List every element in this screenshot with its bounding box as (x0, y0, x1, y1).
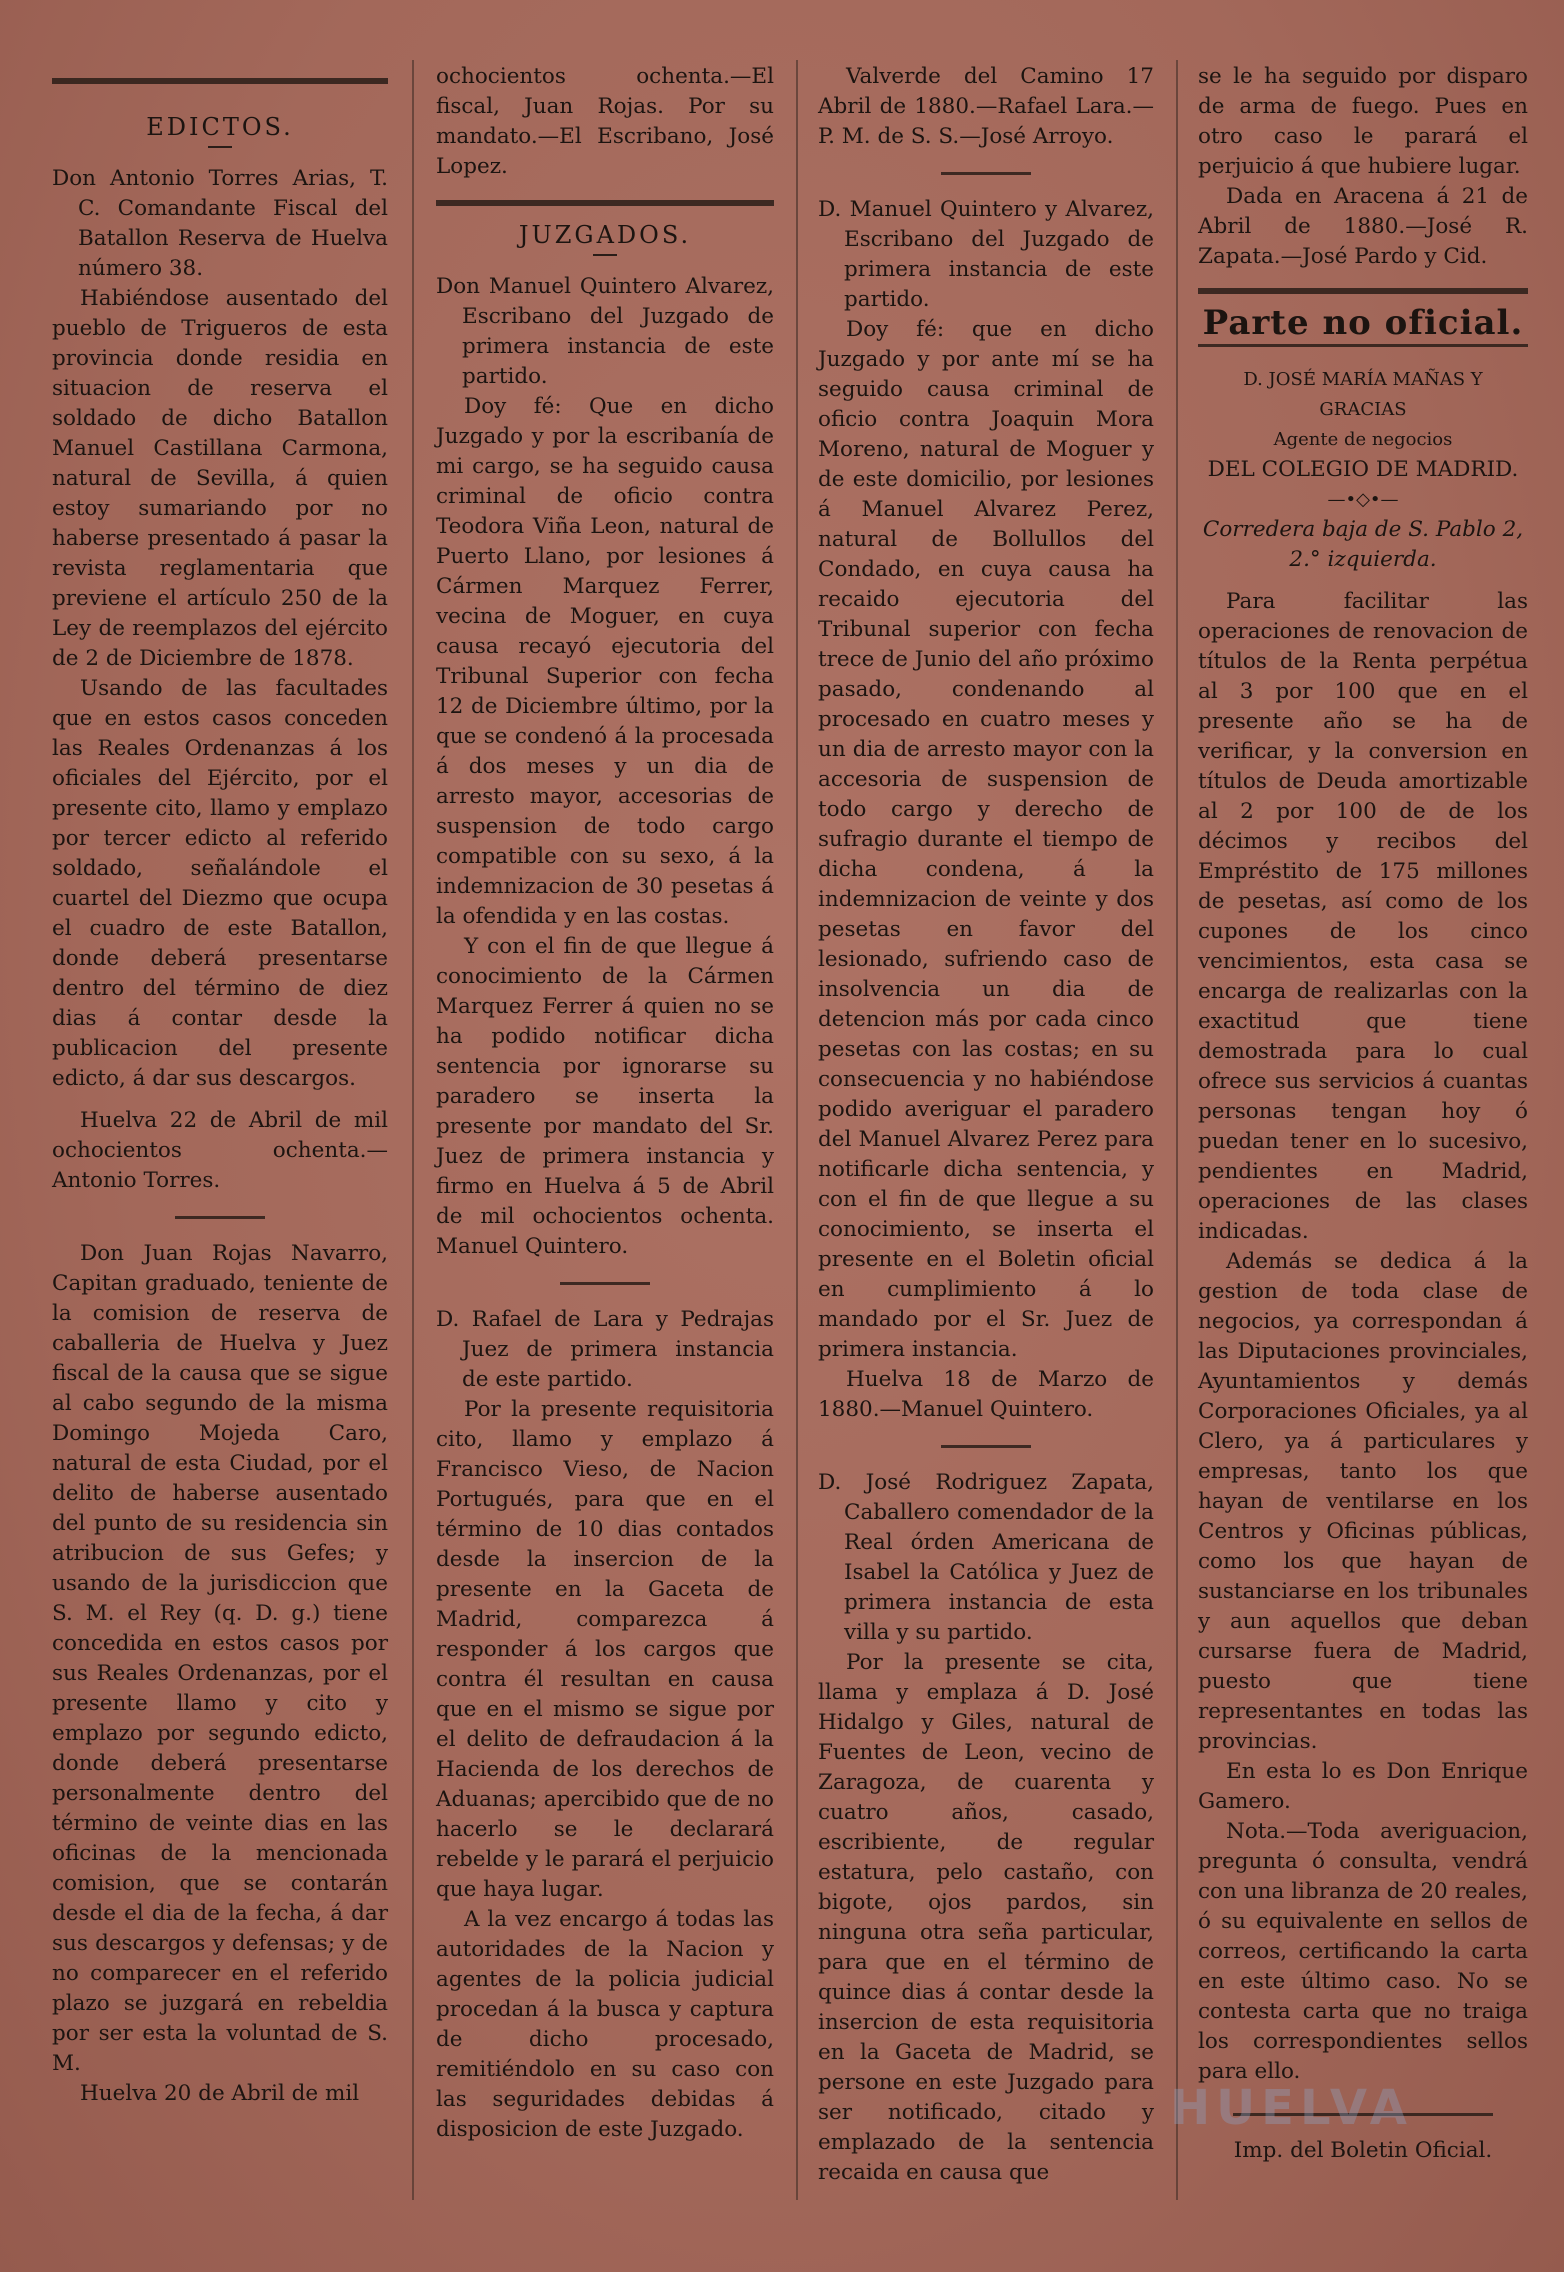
juzgado-signature: Huelva 18 de Marzo de 1880.—Manuel Quintero. (818, 1367, 1154, 1422)
continued-text: ochocientos ochenta.—El fiscal, Juan Rojas. Por su mandato.—El Escribano, José Lopez. (436, 64, 774, 179)
edicto-signature: Huelva 20 de Abril de mil (80, 2081, 360, 2106)
separator (941, 1445, 1031, 1448)
juzgado-paragraph: Por la presente se cita, llama y emplaza á D. José Hidalgo y Giles, natural de Fuentes de Leon, vecino de Zaragoza, de cuarenta y cuatro años, casado, escribiente, de regular estatura, pelo castaño, con bigote, ojos pardos, sin ninguna otra seña particular, para que en el término de quince dias á contar desde la insercion de esta requisitoria en la Gaceta de Madrid, se persone en este Juzgado para ser notificado, citado y emplazado de la sentencia recaida en causa que (818, 1650, 1154, 2185)
column-divider (412, 60, 414, 2200)
agent-address: Corredera baja de S. Pablo 2, 2.° izquierda. (1202, 517, 1524, 572)
section-rule (1198, 344, 1528, 347)
juzgado-heading: Don Manuel Quintero Alvarez, Escribano del Juzgado de primera instancia de este partido. (436, 274, 774, 389)
top-rule (52, 78, 388, 84)
column-2 (436, 64, 774, 2145)
section-title-edictos: EDICTOS. (146, 113, 294, 141)
ad-paragraph: Para facilitar las operaciones de renovacion de títulos de la Renta perpétua al 3 por 100 que en el presente año se ha de verificar, y la conversion en títulos de Deuda amortizable al 2 por 100 de de los décimos y recibos del Empréstito de 175 millones de pesetas, así como de los cupones de los cinco vencimientos, esta casa se encarga de realizarlas con la exactitud que tiene demostrada para lo cual ofrece sus servicios á cuantas personas tengan hoy ó puedan tener en lo sucesivo, pendientes en Madrid, operaciones de las clases indicadas. (1198, 589, 1528, 1244)
column-4 (1198, 64, 1528, 2166)
ornament: —•◇•— (1327, 489, 1399, 510)
imprint: Imp. del Boletin Oficial. (1233, 2138, 1493, 2163)
separator (175, 1216, 265, 1219)
juzgado-paragraph: Doy fé: que en dicho Juzgado y por ante mí se ha seguido causa criminal de oficio contra Joaquin Mora Moreno, natural de Moguer y de este domicilio, por lesiones á Manuel Alvarez Perez, natural de Bollullos del Condado, en cuya causa ha recaido ejecutoria del Tribunal superior con fecha trece de Junio del año próximo pasado, condenando al procesado en cuatro meses y un dia de arresto mayor con la accesoria de suspension de todo cargo y derecho de sufragio durante el tiempo de dicha condena, á la indemnizacion de veinte y dos pesetas en favor del lesionado, sufriendo caso de insolvencia un dia de detencion más por cada cinco pesetas con las costas; en su consecuencia y no habiéndose podido averiguar el paradero del Manuel Alvarez Perez para notificarle dicha sentencia, y con el fin de que llegue a su conocimiento, se inserta el presente en el Boletin oficial en cumplimiento á lo mandado por el Sr. Juez de primera instancia. (818, 317, 1154, 1362)
column-divider (796, 60, 798, 2200)
section-rule (436, 200, 774, 206)
juzgado-heading: D. José Rodriguez Zapata, Caballero comendador de la Real órden Americana de Isabel la Católica y Juez de primera instancia de esta villa y su partido. (818, 1470, 1154, 1645)
juzgado-paragraph: Por la presente requisitoria cito, llamo y emplazo á Francisco Vieso, de Nacion Portugués, para que en el término de 10 dias contados desde la insercion de la presente en la Gaceta de Madrid, comparezca á responder á los cargos que contra él resultan en causa que en el mismo se sigue por el delito de defraudacion á la Hacienda de los derechos de Aduanas; apercibido que de no hacerlo se le declarará rebelde y le parará el perjuicio que haya lugar. (436, 1397, 774, 1902)
edicto-heading: Don Antonio Torres Arias, T. C. Comandante Fiscal del Batallon Reserva de Huelva número 38. (52, 166, 388, 281)
juzgado-paragraph: Y con el fin de que llegue á conocimiento de la Cármen Marquez Ferrer á quien no se ha podido notificar dicha sentencia por ignorarse su paradero se inserta la presente por mandato del Sr. Juez de primera instancia y firmo en Huelva á 5 de Abril de mil ochocientos ochenta. Manuel Quintero. (436, 934, 774, 1259)
juzgado-paragraph: A la vez encargo á todas las autoridades de la Nacion y agentes de la policia judicial procedan á la busca y captura de dicho procesado, remitiéndolo en su caso con las seguridades debidas á disposicion de este Juzgado. (436, 1907, 774, 2142)
edicto-signature: Huelva 22 de Abril de mil ochocientos ochenta.—Antonio Torres. (52, 1108, 388, 1193)
edicto-paragraph: Habiéndose ausentado del pueblo de Trigueros de esta provincia donde residia en situacion de reserva el soldado de dicho Batallon Manuel Castillana Carmona, natural de Sevilla, á quien estoy sumariando por no haberse presentado á pasar la revista reglamentaria que previene el artículo 250 de la Ley de reemplazos del ejército de 2 de Diciembre de 1878. (52, 286, 388, 671)
juzgado-heading: D. Manuel Quintero y Alvarez, Escribano del Juzgado de primera instancia de este partido. (818, 197, 1154, 312)
juzgado-heading: D. Rafael de Lara y Pedrajas Juez de primera instancia de este partido. (436, 1307, 774, 1392)
title-underline (208, 146, 232, 148)
column-divider (1176, 60, 1178, 2200)
section-title-juzgados: JUZGADOS. (518, 221, 692, 249)
separator (941, 172, 1031, 175)
section-title-parte-no-oficial: Parte no oficial. (1202, 303, 1524, 343)
agent-org: DEL COLEGIO DE MADRID. (1207, 457, 1519, 482)
edicto-paragraph: Don Juan Rojas Navarro, Capitan graduado, teniente de la comision de reserva de caballeria de Huelva y Juez fiscal de la causa que se sigue al cabo segundo de la misma Domingo Mojeda Caro, natural de esta Ciudad, por el delito de haberse ausentado del punto de su residencia sin atribucion de sus Gefes; y usando de la jurisdiccion que S. M. el Rey (q. D. g.) tiene concedida en estos casos por sus Reales Ordenanzas, por el presente llamo y cito y emplazo por segundo edicto, donde deberá presentarse personalmente dentro del término de veinte dias en las oficinas de la mencionada comision, que se contarán desde el dia de la fecha, á dar sus descargos y defensas; y de no comparecer en el referido plazo se juzgará en rebeldia por ser esta la voluntad de S. M. (52, 1241, 388, 2076)
separator (560, 1282, 650, 1285)
juzgado-paragraph: Doy fé: Que en dicho Juzgado y por la escribanía de mi cargo, se ha seguido causa criminal de oficio contra Teodora Viña Leon, natural de Puerto Llano, por lesiones á Cármen Marquez Ferrer, vecina de Moguer, en cuya causa recayó ejecutoria del Tribunal Superior con fecha 12 de Diciembre último, por la que se condenó á la procesada á dos meses y un dia de arresto mayor, accesorias de suspension de todo cargo compatible con su sexo, á la indemnizacion de 30 pesetas á la ofendida y en las costas. (436, 394, 774, 929)
ad-paragraph: Además se dedica á la gestion de toda clase de negocios, ya correspondan á las Diputaciones provinciales, Ayuntamientos y demás Corporaciones Oficiales, ya al Clero, ya á particulares y empresas, tanto los que hayan de ventilarse en los Centros y Oficinas públicas, como los que hayan de sustanciarse en los tribunales y aun aquellos que deban cursarse fuera de Madrid, puesto que tiene representantes en todas las provincias. (1198, 1249, 1528, 1754)
continued-text: Valverde del Camino 17 Abril de 1880.—Rafael Lara.—P. M. de S. S.—José Arroyo. (818, 64, 1154, 149)
column-3 (818, 64, 1154, 2188)
juzgado-signature: Dada en Aracena á 21 de Abril de 1880.—José R. Zapata.—José Pardo y Cid. (1198, 184, 1528, 269)
title-underline (593, 254, 617, 256)
section-rule (1198, 288, 1528, 294)
agent-role: Agente de negocios (1273, 429, 1453, 450)
continued-text: se le ha seguido por disparo de arma de fuego. Pues en otro caso le parará el perjuicio á que hubiere lugar. (1198, 64, 1528, 179)
agent-name: D. JOSÉ MARÍA MAÑAS Y GRACIAS (1243, 369, 1483, 420)
archive-watermark: HUELVA (1170, 2080, 1413, 2136)
ad-paragraph: En esta lo es Don Enrique Gamero. (1198, 1759, 1528, 1814)
edicto-paragraph: Usando de las facultades que en estos casos conceden las Reales Ordenanzas á los oficiales del Ejército, por el presente cito, llamo y emplazo por tercer edicto al referido soldado, señalándole el cuartel del Diezmo que ocupa el cuadro de este Batallon, donde deberá presentarse dentro del término de diez dias á contar desde la publicacion del presente edicto, á dar sus descargos. (52, 676, 388, 1091)
ad-paragraph: Nota.—Toda averiguacion, pregunta ó consulta, vendrá con una libranza de 20 reales, ó su equivalente en sellos de correos, certificando la carta en este último caso. No se contesta carta que no traiga los correspondientes sellos para ello. (1198, 1819, 1528, 2084)
column-1 (52, 70, 388, 2109)
